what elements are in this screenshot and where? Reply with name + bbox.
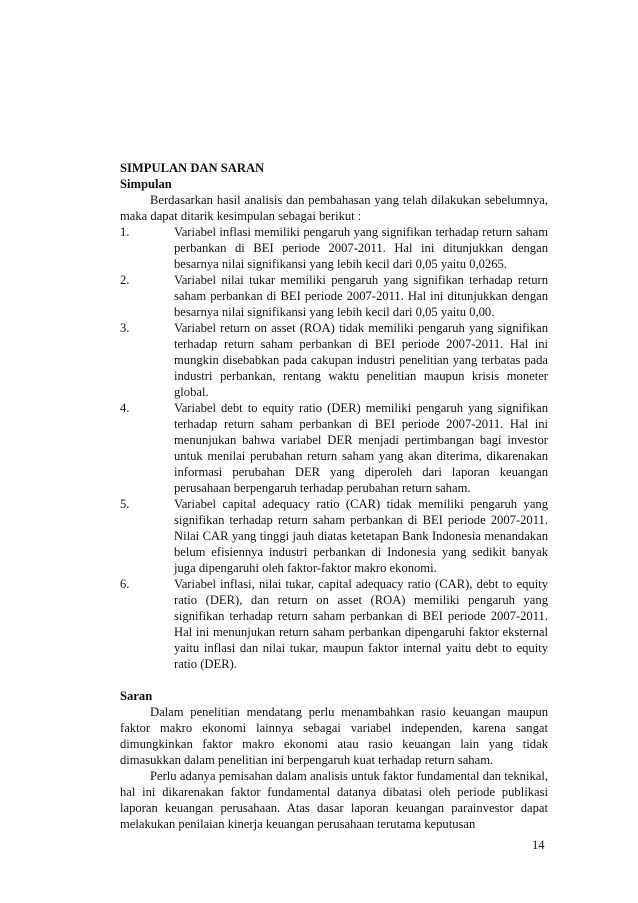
list-item-number: 6. xyxy=(120,577,130,591)
list-item-number: 3. xyxy=(120,321,130,335)
saran-paragraph: Perlu adanya pemisahan dalam analisis untuk faktor fundamental dan teknikal, hal ini dikarenakan faktor fundamental datanya dibatasi oleh periode publikasi laporan keuangan perusahaan. Atas dasar laporan keuangan parainvestor dapat melakukan penilaian kinerja keuangan perusahaan terutama keputusan xyxy=(120,769,548,831)
simpulan-heading: Simpulan xyxy=(120,177,172,191)
list-item-text: Variabel nilai tukar memiliki pengaruh yang signifikan terhadap return saham perbankan di BEI periode 2007-2011. Hal ini ditunjukkan dengan besarnya nilai signifikansi yang lebih kecil dari 0,05 yaitu 0,00. xyxy=(174,273,548,319)
section-title: SIMPULAN DAN SARAN xyxy=(120,161,265,175)
list-item xyxy=(120,576,548,672)
saran-paragraph: Dalam penelitian mendatang perlu menambahkan rasio keuangan maupun faktor makro ekonomi lainnya sebagai variabel independen, karena sangat dimungkinkan faktor makro ekonomi atau rasio keuangan lain yang tidak dimasukkan dalam penelitian ini berpengaruh kuat terhadap return saham. xyxy=(120,705,548,767)
list-item xyxy=(120,224,548,272)
list-item-number: 2. xyxy=(120,273,130,287)
list-item xyxy=(120,320,548,400)
list-item-number: 4. xyxy=(120,401,130,415)
list-item-number: 1. xyxy=(120,225,130,239)
page-content xyxy=(120,160,548,832)
list-item xyxy=(120,400,548,496)
list-item xyxy=(120,272,548,320)
page-number: 14 xyxy=(532,838,545,852)
list-item-text: Variabel inflasi, nilai tukar, capital adequacy ratio (CAR), debt to equity ratio (DER), dan return on asset (ROA) memiliki pengaruh yang signifikan terhadap return saham perbankan di BEI periode 2007-2011. Hal ini menunjukan return saham perbankan dipengaruhi faktor eksternal yaitu inflasi dan nilai tukar, maupun faktor internal yaitu debt to equity ratio (DER). xyxy=(174,577,548,671)
list-item-text: Variabel debt to equity ratio (DER) memiliki pengaruh yang signifikan terhadap return saham perbankan di BEI periode 2007-2011. Hal ini menunjukan bahwa variabel DER menjadi pertimbangan bagi investor untuk menilai perubahan return saham yang akan diterima, dikarenakan informasi perubahan DER yang diperoleh dari laporan keuangan perusahaan berpengaruh terhadap perubahan return saham. xyxy=(174,401,548,495)
simpulan-intro: Berdasarkan hasil analisis dan pembahasan yang telah dilakukan sebelumnya, maka dapat ditarik kesimpulan sebagai berikut : xyxy=(120,193,548,223)
conclusion-list xyxy=(120,224,548,672)
list-item-text: Variabel capital adequacy ratio (CAR) tidak memiliki pengaruh yang signifikan terhadap return saham perbankan di BEI periode 2007-2011. Nilai CAR yang tinggi jauh diatas ketetapan Bank Indonesia menandakan belum efisiennya industri perbankan di Indonesia yang sedikit banyak juga dipengaruhi oleh faktor-faktor makro ekonomi. xyxy=(174,497,548,575)
list-item xyxy=(120,496,548,576)
saran-heading: Saran xyxy=(120,689,153,703)
list-item-number: 5. xyxy=(120,497,130,511)
list-item-text: Variabel inflasi memiliki pengaruh yang signifikan terhadap return saham perbankan di BEI periode 2007-2011. Hal ini ditunjukkan dengan besarnya nilai signifikansi yang lebih kecil dari 0,05 yaitu 0,0265. xyxy=(174,225,548,271)
section-spacer xyxy=(120,672,548,688)
list-item-text: Variabel return on asset (ROA) tidak memiliki pengaruh yang signifikan terhadap return saham perbankan di BEI periode 2007-2011. Hal ini mungkin disebabkan pada cakupan industri penelitian yang terbatas pada industri perbankan, rentang waktu penelitian maupun krisis moneter global. xyxy=(174,321,548,399)
